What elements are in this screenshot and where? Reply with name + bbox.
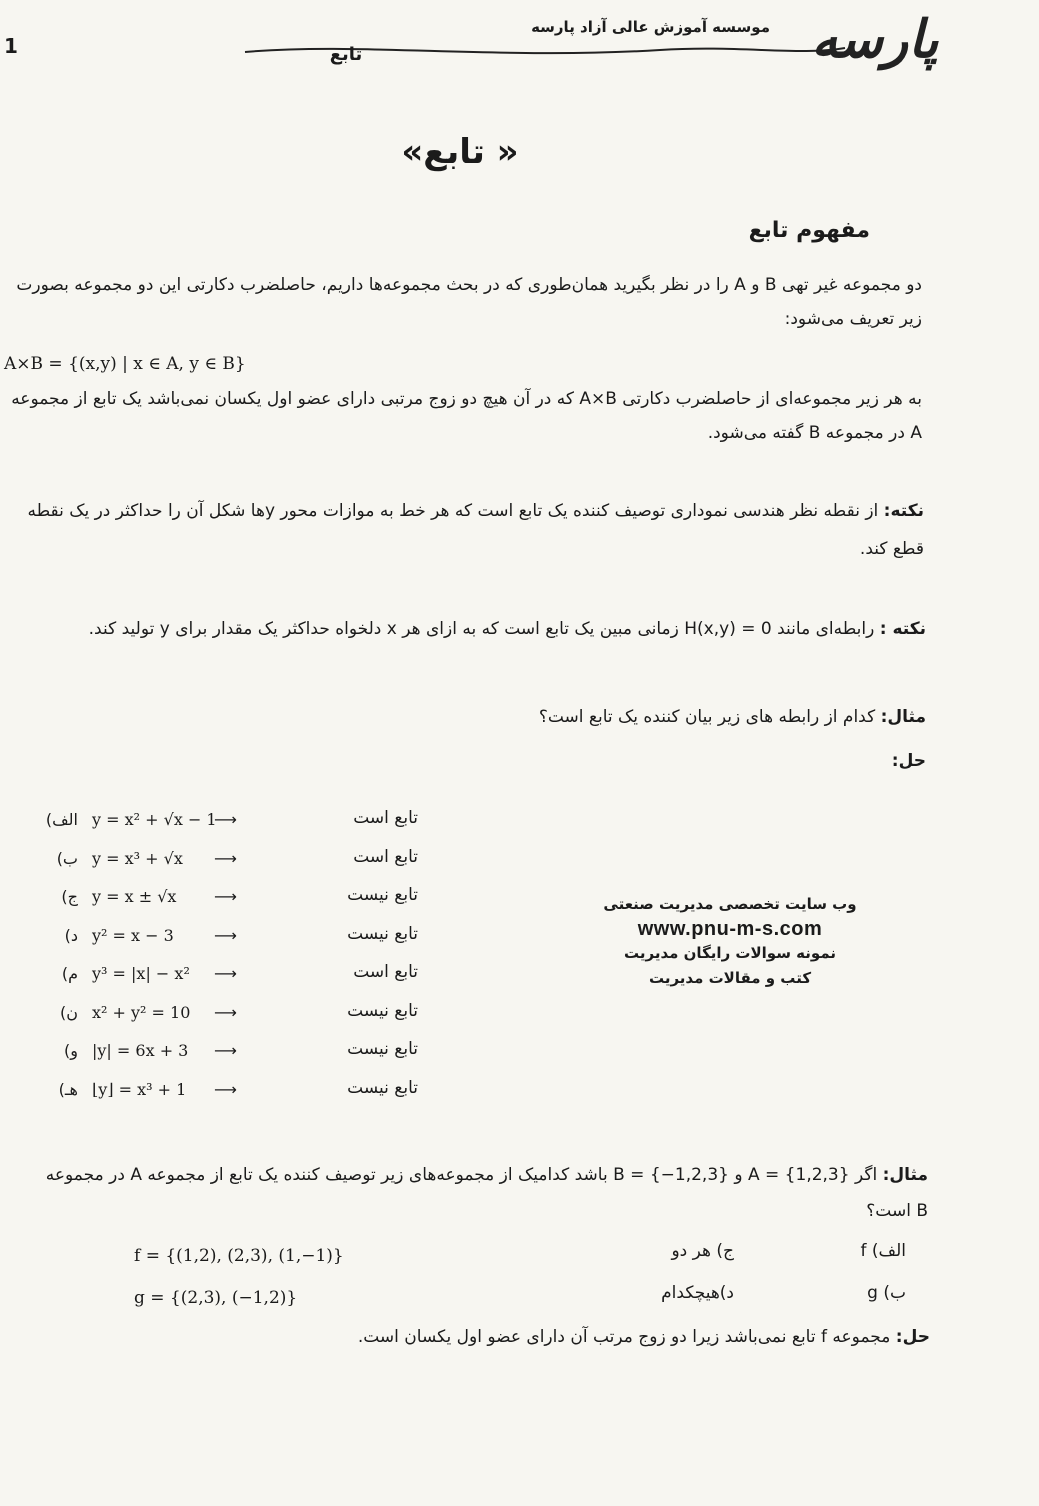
relation-result: تابع نیست bbox=[347, 1039, 418, 1059]
watermark-line-1: وب سایت تخصصی مدیریت صنعتی bbox=[603, 895, 857, 913]
relation-result: تابع است bbox=[353, 808, 418, 828]
intro-line-1: دو مجموعه غیر تهی B و A را در نظر بگیرید همان‌طوری که در بحث مجموعه‌ها داریم، حاصلضرب دکارتی این دو مجموعه بصورت bbox=[16, 275, 922, 295]
relation-expression: y = x² + √x − 1 bbox=[92, 810, 217, 829]
example-2-question bbox=[40, 1160, 928, 1190]
note-1-text: از نقطه نظر هندسی نموداری توصیف کننده یک تابع است که هر خط به موازات محور yها شکل آن را حداکثر در یک نقطه bbox=[27, 501, 884, 521]
arrow-icon: ⟶ bbox=[214, 964, 237, 983]
watermark-line-3: نمونه سوالات رایگان مدیریت bbox=[623, 944, 837, 962]
relation-result: تابع است bbox=[353, 962, 418, 982]
relation-label: د) bbox=[64, 926, 78, 945]
relation-label: م) bbox=[61, 964, 78, 983]
example-2-solution-text: مجموعه f تابع نمی‌باشد زیرا دو زوج مرتب آن دارای عضو اول یکسان است. bbox=[357, 1327, 896, 1347]
example-2-text: اگر A = {1,2,3} و B = {−1,2,3} باشد کدامیک از مجموعه‌های زیر توصیف کننده یک تابع از مجموعه A در مجموعه bbox=[45, 1165, 883, 1185]
relation-expression: |y| = 6x + 3 bbox=[92, 1041, 189, 1060]
relation-label: ج) bbox=[61, 887, 78, 906]
page-title: « تابع» bbox=[401, 132, 519, 172]
note-1-line-2: قطع کند. bbox=[859, 539, 924, 559]
relation-expression: y³ = |x| − x² bbox=[92, 964, 190, 983]
definition-line-2: A در مجموعه B گفته می‌شود. bbox=[707, 423, 922, 443]
relation-expression: y = x ± √x bbox=[92, 887, 177, 906]
watermark-line-4: کتب و مقالات مدیریت bbox=[648, 969, 812, 987]
arrow-icon: ⟶ bbox=[214, 849, 237, 868]
relation-expression: y = x³ + √x bbox=[92, 849, 183, 868]
example-1-text: کدام از رابطه های زیر بیان کننده یک تابع است؟ bbox=[538, 707, 881, 727]
arrow-icon: ⟶ bbox=[214, 1041, 237, 1060]
arrow-icon: ⟶ bbox=[214, 1003, 237, 1022]
g-definition: g = {(2,3), (−1,2)} bbox=[134, 1288, 298, 1308]
relation-label: هـ) bbox=[58, 1080, 78, 1099]
arrow-icon: ⟶ bbox=[214, 810, 237, 829]
definition-line-1: به هر زیر مجموعه‌ای از حاصلضرب دکارتی A×B که در آن هیچ دو زوج مرتبی دارای عضو اول یکسان نمی‌باشد یک تابع از مجموعه bbox=[11, 389, 922, 409]
relation-label: و) bbox=[64, 1041, 78, 1060]
section-heading: مفهوم تابع bbox=[748, 218, 870, 243]
arrow-icon: ⟶ bbox=[214, 887, 237, 906]
publisher-logo: پارسه bbox=[811, 9, 939, 70]
page-number: 1 bbox=[4, 34, 18, 58]
example-2-solution bbox=[300, 1322, 930, 1352]
note-2-text: رابطه‌ای مانند H(x,y) = 0 زمانی مبین یک تابع است که به ازای هر x دلخواه حداکثر یک مقدار برای y تولید کند. bbox=[88, 619, 880, 639]
example-1-solution-label: حل: bbox=[891, 751, 926, 771]
relation-label: ب) bbox=[56, 849, 78, 868]
example-1-question bbox=[400, 702, 926, 732]
option-a: الف) f bbox=[860, 1241, 906, 1261]
relation-result: تابع نیست bbox=[347, 1078, 418, 1098]
option-b: ب) g bbox=[867, 1283, 906, 1303]
note-1 bbox=[0, 496, 924, 526]
relation-expression: x² + y² = 10 bbox=[92, 1003, 191, 1022]
relation-result: تابع نیست bbox=[347, 885, 418, 905]
relation-expression: ⌊y⌋ = x³ + 1 bbox=[92, 1080, 187, 1099]
relation-result: تابع نیست bbox=[347, 924, 418, 944]
relation-result: تابع است bbox=[353, 847, 418, 867]
relation-label: الف) bbox=[45, 810, 78, 829]
website-watermark bbox=[580, 892, 880, 991]
f-definition: f = {(1,2), (2,3), (1,−1)} bbox=[134, 1246, 344, 1266]
watermark-url: www.pnu-m-s.com bbox=[637, 918, 823, 940]
note-2 bbox=[60, 614, 926, 644]
example-1-label: مثال: bbox=[880, 707, 926, 727]
example-2-question-line-2: B است؟ bbox=[866, 1201, 928, 1221]
relation-result: تابع نیست bbox=[347, 1001, 418, 1021]
arrow-icon: ⟶ bbox=[214, 926, 237, 945]
intro-line-2: زیر تعریف می‌شود: bbox=[784, 309, 922, 329]
example-2-label: مثال: bbox=[882, 1165, 928, 1185]
relation-expression: y² = x − 3 bbox=[92, 926, 174, 945]
option-d: د)هیچکدام bbox=[661, 1283, 734, 1303]
chapter-name: تابع bbox=[329, 44, 363, 65]
cartesian-product-formula: A×B = {(x,y) | x ∈ A, y ∈ B} bbox=[4, 354, 246, 374]
relation-label: ن) bbox=[60, 1003, 78, 1022]
example-2-solution-label: حل: bbox=[895, 1327, 930, 1347]
note-2-label: نکته : bbox=[879, 619, 926, 639]
arrow-icon: ⟶ bbox=[214, 1080, 237, 1099]
note-1-label: نکته: bbox=[883, 501, 924, 521]
institute-name: موسسه آموزش عالی آزاد پارسه bbox=[531, 18, 770, 36]
option-c: ج) هر دو bbox=[671, 1241, 734, 1261]
